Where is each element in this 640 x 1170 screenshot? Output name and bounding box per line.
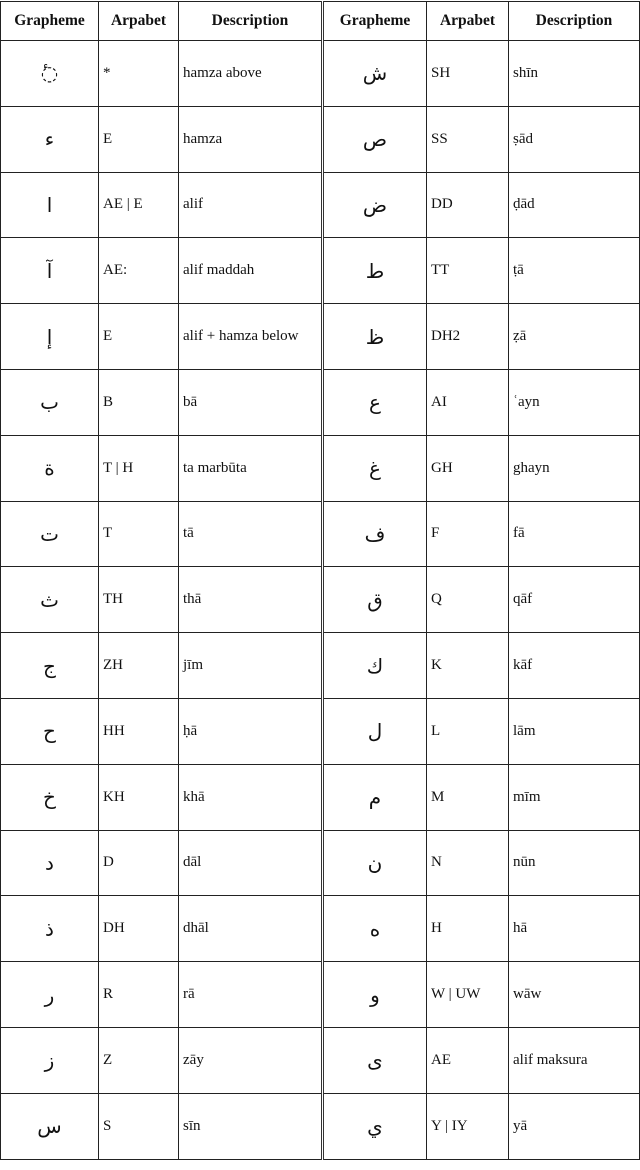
arpabet-cell-right: L (427, 698, 509, 764)
grapheme-cell-right: ظ (323, 304, 427, 370)
description-cell-right: ʿayn (509, 369, 640, 435)
arpabet-cell-left: Z (99, 1027, 179, 1093)
table-row (1, 962, 640, 1028)
arpabet-cell-left: AE | E (99, 172, 179, 238)
grapheme-cell-right: ى (323, 1027, 427, 1093)
description-cell-left: ta marbūta (179, 435, 323, 501)
arpabet-cell-left: TH (99, 567, 179, 633)
header-grapheme-right: Grapheme (323, 2, 427, 41)
description-cell-left: alif maddah (179, 238, 323, 304)
grapheme-cell-left: ت (1, 501, 99, 567)
description-cell-left: thā (179, 567, 323, 633)
description-cell-left: khā (179, 764, 323, 830)
grapheme-cell-right: ف (323, 501, 427, 567)
arpabet-cell-left: * (99, 41, 179, 107)
grapheme-cell-right: ق (323, 567, 427, 633)
table-row (1, 172, 640, 238)
arpabet-cell-left: AE: (99, 238, 179, 304)
description-cell-right: alif maksura (509, 1027, 640, 1093)
arpabet-cell-right: H (427, 896, 509, 962)
grapheme-cell-right: م (323, 764, 427, 830)
description-cell-left: bā (179, 369, 323, 435)
description-cell-left: jīm (179, 633, 323, 699)
description-cell-right: yā (509, 1093, 640, 1159)
arpabet-cell-left: E (99, 304, 179, 370)
table-row (1, 1093, 640, 1159)
grapheme-cell-right: ع (323, 369, 427, 435)
grapheme-cell-left: ء (1, 106, 99, 172)
grapheme-cell-right: ض (323, 172, 427, 238)
arpabet-cell-right: DH2 (427, 304, 509, 370)
arpabet-cell-left: S (99, 1093, 179, 1159)
grapheme-cell-right: ي (323, 1093, 427, 1159)
arpabet-cell-left: B (99, 369, 179, 435)
grapheme-cell-left: آ (1, 238, 99, 304)
table-row (1, 435, 640, 501)
grapheme-cell-left: د (1, 830, 99, 896)
arpabet-cell-left: KH (99, 764, 179, 830)
grapheme-cell-left: ز (1, 1027, 99, 1093)
arpabet-cell-right: SH (427, 41, 509, 107)
arpabet-cell-left: E (99, 106, 179, 172)
description-cell-left: dāl (179, 830, 323, 896)
table-row (1, 369, 640, 435)
arpabet-cell-left: D (99, 830, 179, 896)
description-cell-left: alif + hamza below (179, 304, 323, 370)
description-cell-right: ṣād (509, 106, 640, 172)
description-cell-right: lām (509, 698, 640, 764)
arpabet-cell-left: ZH (99, 633, 179, 699)
grapheme-cell-left: س (1, 1093, 99, 1159)
arpabet-cell-left: T (99, 501, 179, 567)
table-row (1, 501, 640, 567)
arpabet-cell-right: SS (427, 106, 509, 172)
table-row (1, 896, 640, 962)
header-arpabet-right: Arpabet (427, 2, 509, 41)
arpabet-cell-right: GH (427, 435, 509, 501)
arpabet-cell-right: Q (427, 567, 509, 633)
grapheme-cell-left: خ (1, 764, 99, 830)
grapheme-cell-left: ا (1, 172, 99, 238)
description-cell-right: ghayn (509, 435, 640, 501)
table-row (1, 41, 640, 107)
table-row (1, 567, 640, 633)
arpabet-cell-right: Y | IY (427, 1093, 509, 1159)
grapheme-cell-left: إ (1, 304, 99, 370)
arpabet-cell-left: HH (99, 698, 179, 764)
description-cell-right: nūn (509, 830, 640, 896)
header-description-left: Description (179, 2, 323, 41)
grapheme-cell-right: ل (323, 698, 427, 764)
arpabet-cell-right: TT (427, 238, 509, 304)
description-cell-left: rā (179, 962, 323, 1028)
arpabet-cell-right: N (427, 830, 509, 896)
grapheme-cell-right: ش (323, 41, 427, 107)
grapheme-cell-left: ث (1, 567, 99, 633)
description-cell-right: ḍād (509, 172, 640, 238)
grapheme-cell-right: و (323, 962, 427, 1028)
table-row (1, 764, 640, 830)
table-row (1, 1027, 640, 1093)
arpabet-cell-right: AE (427, 1027, 509, 1093)
grapheme-cell-right: ه (323, 896, 427, 962)
grapheme-cell-right: ط (323, 238, 427, 304)
grapheme-cell-right: ن (323, 830, 427, 896)
grapheme-arpabet-table (0, 1, 640, 1160)
grapheme-cell-right: ص (323, 106, 427, 172)
arpabet-cell-right: F (427, 501, 509, 567)
header-description-right: Description (509, 2, 640, 41)
arpabet-cell-right: AI (427, 369, 509, 435)
table-row (1, 698, 640, 764)
description-cell-left: alif (179, 172, 323, 238)
arpabet-cell-right: M (427, 764, 509, 830)
description-cell-right: hā (509, 896, 640, 962)
grapheme-cell-left: ◌ٔ (1, 41, 99, 107)
grapheme-cell-left: ة (1, 435, 99, 501)
table-body (1, 41, 640, 1160)
description-cell-right: kāf (509, 633, 640, 699)
arpabet-cell-right: K (427, 633, 509, 699)
description-cell-right: qāf (509, 567, 640, 633)
description-cell-right: shīn (509, 41, 640, 107)
grapheme-cell-left: ج (1, 633, 99, 699)
grapheme-cell-left: ح (1, 698, 99, 764)
description-cell-right: ṭā (509, 238, 640, 304)
arpabet-cell-left: DH (99, 896, 179, 962)
arpabet-cell-left: R (99, 962, 179, 1028)
arpabet-cell-left: T | H (99, 435, 179, 501)
description-cell-left: tā (179, 501, 323, 567)
table-row (1, 304, 640, 370)
grapheme-cell-left: ب (1, 369, 99, 435)
table-row (1, 633, 640, 699)
grapheme-cell-left: ذ (1, 896, 99, 962)
description-cell-right: ẓā (509, 304, 640, 370)
description-cell-left: zāy (179, 1027, 323, 1093)
grapheme-cell-left: ر (1, 962, 99, 1028)
description-cell-right: wāw (509, 962, 640, 1028)
arpabet-cell-right: DD (427, 172, 509, 238)
description-cell-left: hamza above (179, 41, 323, 107)
description-cell-left: hamza (179, 106, 323, 172)
description-cell-right: mīm (509, 764, 640, 830)
table-row (1, 238, 640, 304)
table-row (1, 830, 640, 896)
grapheme-cell-right: غ (323, 435, 427, 501)
header-row (1, 2, 640, 41)
header-arpabet-left: Arpabet (99, 2, 179, 41)
header-grapheme-left: Grapheme (1, 2, 99, 41)
grapheme-cell-right: ك (323, 633, 427, 699)
arpabet-cell-right: W | UW (427, 962, 509, 1028)
description-cell-left: dhāl (179, 896, 323, 962)
description-cell-left: sīn (179, 1093, 323, 1159)
description-cell-right: fā (509, 501, 640, 567)
description-cell-left: ḥā (179, 698, 323, 764)
table-row (1, 106, 640, 172)
